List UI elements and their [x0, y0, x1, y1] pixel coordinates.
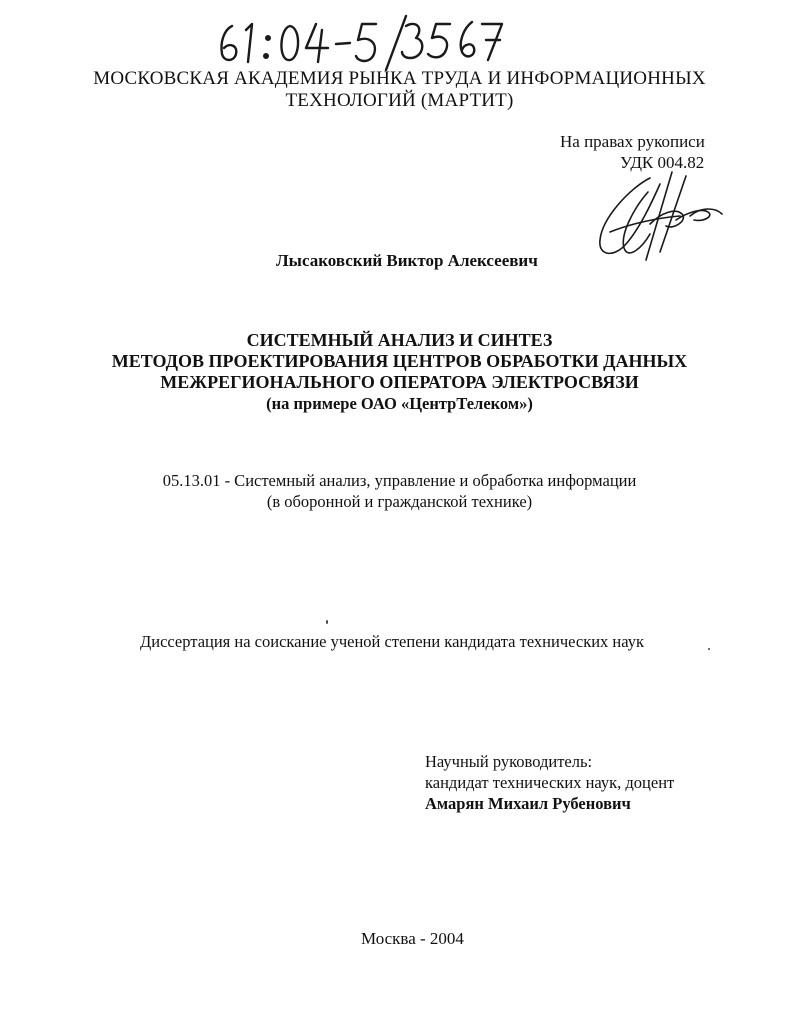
handwritten-archive-code: [210, 12, 510, 72]
institution-line-2: ТЕХНОЛОГИЙ (МАРТИТ): [285, 90, 514, 111]
dissertation-title: [0, 330, 799, 414]
title-line-1: СИСТЕМНЫЙ АНАЛИЗ И СИНТЕЗ: [246, 330, 553, 350]
author-name: Лысаковский Виктор Алексеевич: [276, 251, 538, 270]
title-line-2: МЕТОДОВ ПРОЕКТИРОВАНИЯ ЦЕНТРОВ ОБРАБОТКИ ДАННЫХ: [111, 351, 688, 371]
institution-line-1: МОСКОВСКАЯ АКАДЕМИЯ РЫНКА ТРУДА И ИНФОРМАЦИОННЫХ: [93, 68, 706, 89]
signature: [590, 168, 730, 268]
rights-block: [560, 131, 705, 173]
supervisor-block: [425, 751, 674, 814]
udc-code: УДК 004.82: [620, 153, 705, 172]
supervisor-name: Амарян Михаил Рубенович: [425, 794, 631, 813]
manuscript-rights-label: На правах рукописи: [560, 132, 705, 151]
city-year: Москва - 2004: [361, 929, 464, 948]
title-subtitle: (на примере ОАО «ЦентрТелеком»): [266, 394, 533, 413]
specialty-line-1: 05.13.01 - Системный анализ, управление и обработка информации: [162, 471, 637, 490]
scan-speck: [326, 620, 328, 624]
scan-speck: [708, 648, 710, 650]
specialty-line-2: (в оборонной и гражданской технике): [266, 492, 533, 511]
specialty-block: [0, 470, 799, 512]
degree-statement: Диссертация на соискание ученой степени кандидата технических наук: [140, 632, 644, 651]
supervisor-label: Научный руководитель:: [425, 752, 593, 771]
institution-header: [0, 68, 799, 112]
title-line-3: МЕЖРЕГИОНАЛЬНОГО ОПЕРАТОРА ЭЛЕКТРОСВЯЗИ: [160, 372, 639, 392]
supervisor-degree: кандидат технических наук, доцент: [425, 773, 675, 792]
